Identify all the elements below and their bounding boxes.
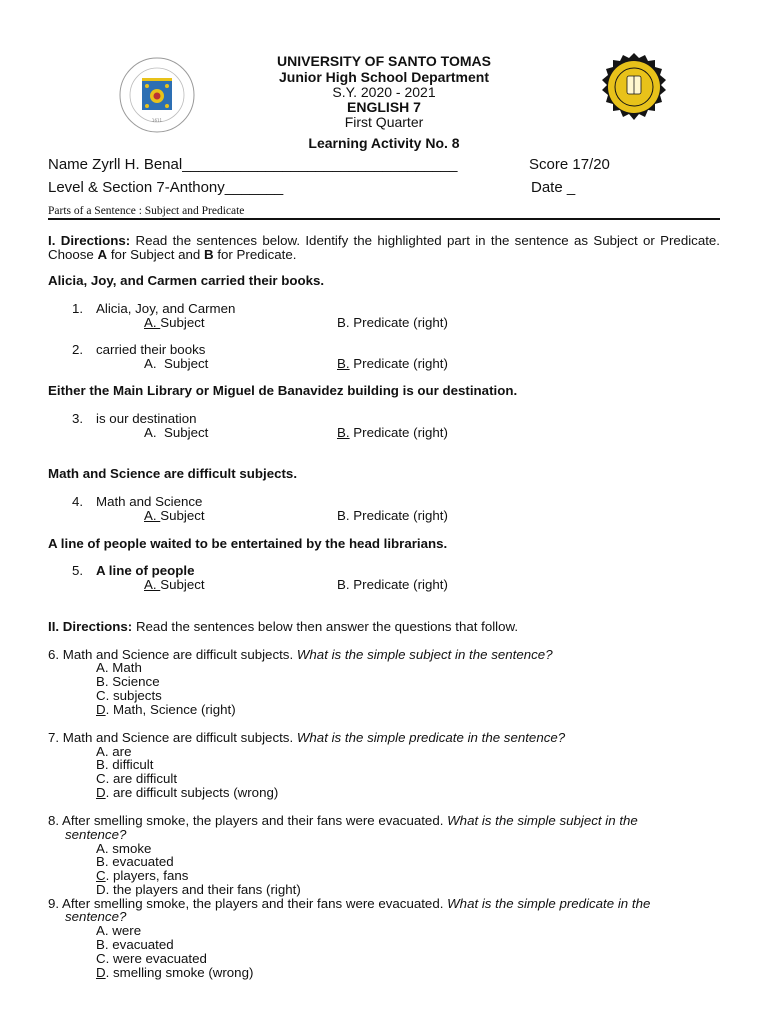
date-field: Date _: [531, 179, 576, 196]
university-name: UNIVERSITY OF SANTO TOMAS: [277, 53, 491, 69]
question-prompt: What is the simple predicate in the sentence?: [296, 730, 566, 745]
item-4-number: 4.: [72, 494, 84, 509]
option-mark: B.: [96, 757, 109, 772]
option-mark: D: [96, 965, 106, 980]
q9-option-d: [96, 966, 253, 980]
option-text: Math: [112, 660, 142, 675]
option-text: Predicate (right): [353, 425, 448, 440]
department-name: Junior High School Department: [278, 69, 489, 85]
option-mark: B.: [337, 577, 350, 592]
option-text: Subject: [163, 425, 209, 440]
q6-option-d: [96, 703, 236, 717]
item-2-option-b: [337, 357, 448, 371]
question-lead: 7. Math and Science are difficult subjects.: [48, 730, 294, 745]
q6-option-a: [96, 661, 142, 675]
option-text: Subject: [160, 577, 205, 592]
level-section-field: Level & Section 7-Anthony_______: [48, 179, 284, 196]
option-mark: B.: [337, 425, 350, 440]
part1-b-letter: B: [204, 246, 214, 262]
option-text: . are difficult subjects (wrong): [105, 785, 279, 800]
option-text: difficult: [112, 757, 154, 772]
option-text: are: [112, 744, 132, 759]
q6-option-b: [96, 675, 160, 689]
option-text: were: [112, 923, 142, 938]
option-text: Subject: [160, 508, 205, 523]
item-3-option-a: [144, 426, 208, 440]
score-field: Score 17/20: [529, 156, 610, 173]
option-mark: A.: [96, 660, 109, 675]
part1-a-letter: A: [97, 246, 108, 262]
item-5-option-b: [337, 578, 448, 592]
q7-option-c: [96, 772, 177, 786]
question-9: [48, 897, 650, 911]
question-lead: 8. After smelling smoke, the players and their fans were evacuated.: [48, 813, 444, 828]
divider: [48, 218, 720, 220]
item-1-text: Alicia, Joy, and Carmen: [96, 301, 236, 316]
item-5-option-a: [144, 578, 205, 592]
item-3-option-b: [337, 426, 448, 440]
item-4-text: Math and Science: [96, 494, 203, 509]
option-mark: C.: [96, 771, 110, 786]
q8-option-d: [96, 883, 301, 897]
seal-year: 1611: [151, 118, 163, 123]
sentence-2: Either the Main Library or Miguel de Banavidez building is our destination.: [48, 383, 518, 398]
question-prompt: What is the simple predicate in the: [447, 896, 651, 911]
option-mark: A.: [144, 508, 161, 523]
part1-dir-text-1: Read the sentences below. Identify the highlighted part in the sentence as Subject or Predicate. Choose: [48, 233, 720, 262]
item-5-text: A line of people: [96, 563, 195, 578]
question-prompt: What is the simple subject in the sentence?: [296, 647, 553, 662]
quarter-label: First Quarter: [344, 114, 424, 130]
question-8-prompt-cont: sentence?: [65, 827, 127, 842]
sentence-4: A line of people waited to be entertained by the head librarians.: [48, 536, 448, 551]
option-mark: A.: [144, 425, 157, 440]
item-3-number: 3.: [72, 411, 84, 426]
q8-option-b: [96, 855, 174, 869]
option-text: subjects: [113, 688, 162, 703]
item-2-number: 2.: [72, 342, 84, 357]
option-mark: A.: [96, 841, 109, 856]
option-text: evacuated: [112, 854, 174, 869]
option-mark: A.: [144, 577, 161, 592]
option-mark: A.: [96, 923, 109, 938]
q8-option-c: [96, 869, 188, 883]
part1-directions: [48, 234, 720, 262]
option-mark: A.: [96, 744, 109, 759]
sentence-3: Math and Science are difficult subjects.: [48, 466, 298, 481]
part1-dir-text-3: for Predicate.: [217, 246, 297, 262]
option-mark: B.: [96, 937, 109, 952]
option-mark: D.: [96, 882, 110, 897]
option-text: . Math, Science (right): [105, 702, 236, 717]
option-mark: C: [96, 868, 106, 883]
q9-option-b: [96, 938, 174, 952]
option-text: Science: [112, 674, 160, 689]
option-text: Subject: [163, 356, 209, 371]
part1-dir-label: Directions:: [60, 233, 131, 248]
question-prompt: What is the simple subject in the: [447, 813, 638, 828]
sentence-1: Alicia, Joy, and Carmen carried their books.: [48, 273, 325, 288]
question-lead: 6. Math and Science are difficult subjects.: [48, 647, 294, 662]
option-text: . smelling smoke (wrong): [105, 965, 254, 980]
part2-dir-text: Read the sentences below then answer the questions that follow.: [135, 619, 519, 634]
item-1-option-b: [337, 316, 448, 330]
option-text: smoke: [112, 841, 152, 856]
option-text: were evacuated: [113, 951, 207, 966]
item-2-text: carried their books: [96, 342, 206, 357]
item-3-text: is our destination: [96, 411, 197, 426]
school-year: S.Y. 2020 - 2021: [332, 84, 436, 100]
subject-title: ENGLISH 7: [347, 99, 421, 115]
question-8: [48, 814, 638, 828]
q9-option-a: [96, 924, 141, 938]
option-text: the players and their fans (right): [113, 882, 301, 897]
option-mark: C.: [96, 688, 110, 703]
option-text: Predicate (right): [353, 577, 448, 592]
name-field: Name Zyrll H. Benal_________________________________: [48, 156, 458, 173]
option-text: Predicate (right): [353, 356, 448, 371]
q7-option-d: [96, 786, 278, 800]
option-text: Predicate (right): [353, 508, 448, 523]
option-mark: B.: [337, 508, 350, 523]
q6-option-c: [96, 689, 162, 703]
option-text: Subject: [160, 315, 205, 330]
option-mark: B.: [96, 854, 109, 869]
option-mark: B.: [96, 674, 109, 689]
question-9-prompt-cont: sentence?: [65, 909, 127, 924]
question-7: [48, 731, 565, 745]
activity-title: Learning Activity No. 8: [308, 135, 460, 151]
option-mark: D: [96, 702, 106, 717]
item-1-option-a: [144, 316, 205, 330]
option-mark: A.: [144, 315, 161, 330]
item-4-option-a: [144, 509, 205, 523]
part2-dir-label: . Directions:: [55, 619, 133, 634]
option-text: Predicate (right): [353, 315, 448, 330]
option-mark: D: [96, 785, 106, 800]
topic-label: Parts of a Sentence : Subject and Predicate: [48, 205, 245, 217]
option-text: are difficult: [113, 771, 178, 786]
item-2-option-a: [144, 357, 208, 371]
option-mark: B.: [337, 356, 350, 371]
option-mark: C.: [96, 951, 110, 966]
item-5-number: 5.: [72, 563, 84, 578]
q9-option-c: [96, 952, 207, 966]
item-1-number: 1.: [72, 301, 84, 316]
q7-option-b: [96, 758, 153, 772]
part1-roman: I.: [48, 233, 56, 248]
part2-roman: II: [48, 619, 56, 634]
option-text: . players, fans: [105, 868, 189, 883]
option-mark: B.: [337, 315, 350, 330]
question-lead: 9. After smelling smoke, the players and their fans were evacuated.: [48, 896, 444, 911]
option-mark: A.: [144, 356, 157, 371]
part1-dir-text-2: for Subject and: [110, 246, 201, 262]
option-text: evacuated: [112, 937, 174, 952]
item-4-option-b: [337, 509, 448, 523]
part2-directions: [48, 620, 518, 634]
